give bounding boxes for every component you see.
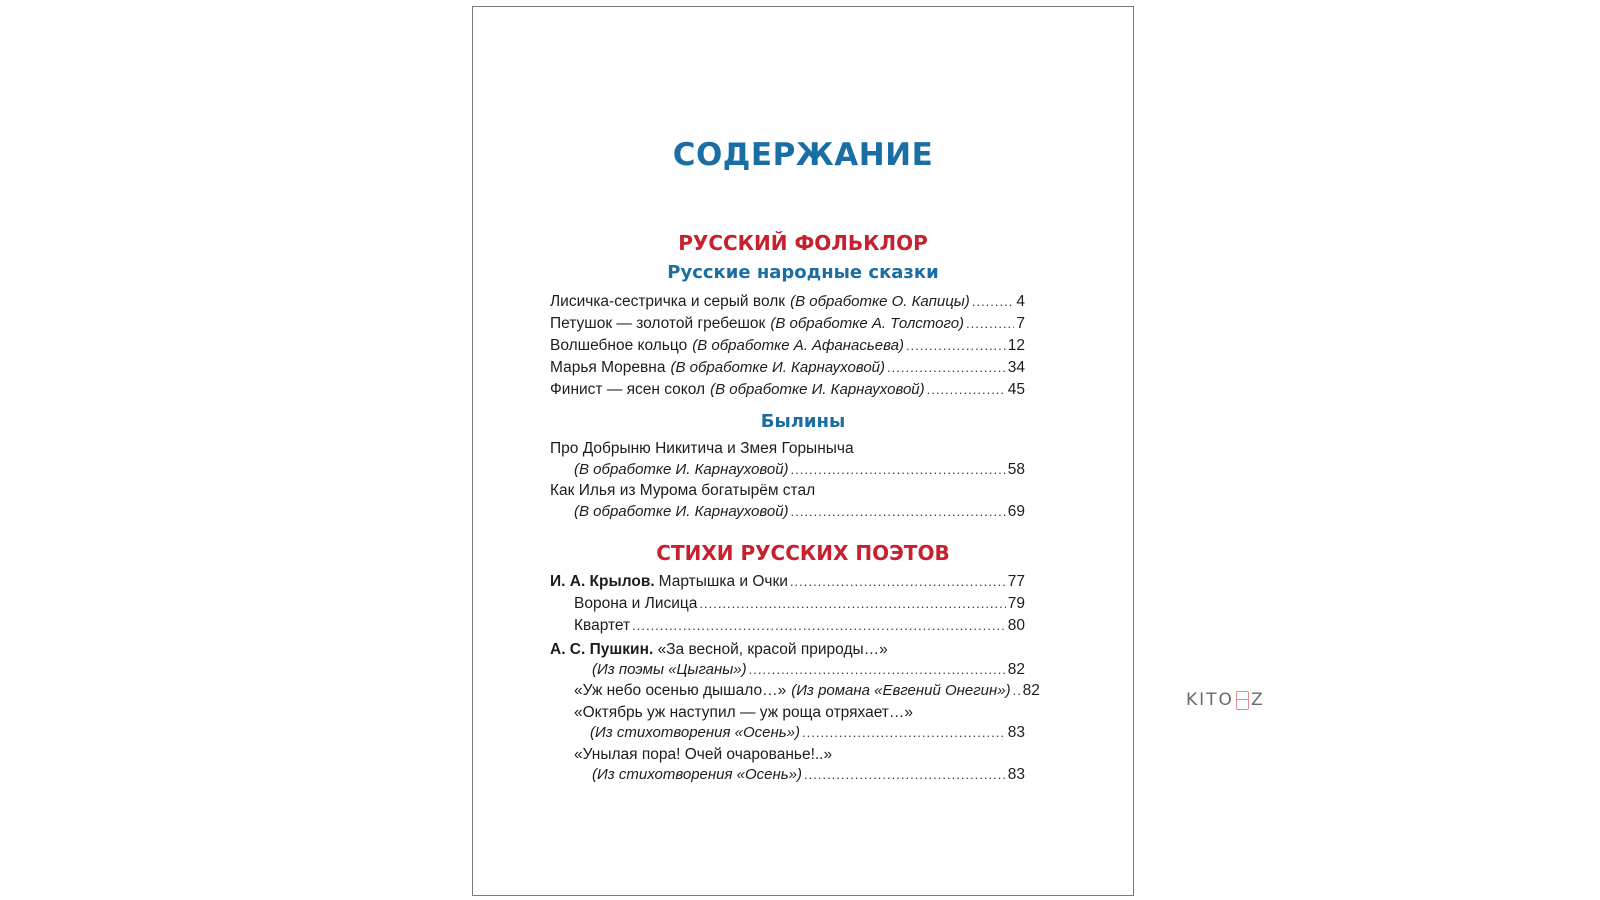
- entry-note: (Из стихотворения «Осень»): [592, 766, 803, 783]
- toc-entry[interactable]: [550, 314, 1025, 334]
- entry-page: 83: [1007, 766, 1025, 783]
- toc-entry[interactable]: [550, 336, 1025, 356]
- dot-leader: [906, 336, 1006, 356]
- entry-page: 69: [1007, 503, 1025, 520]
- toc-entry[interactable]: [550, 572, 1025, 592]
- entry-note: (В обработке И. Карнауховой): [670, 359, 886, 376]
- entry-page: 83: [1007, 724, 1025, 741]
- entry-title: «Унылая пора! Очей очарованье!..»: [574, 746, 833, 763]
- entry-note: (В обработке И. Карнауховой): [574, 461, 789, 478]
- watermark-text-left: KITO: [1186, 690, 1234, 710]
- dot-leader: [699, 594, 1005, 614]
- watermark-text-right: Z: [1250, 690, 1265, 710]
- toc-entry[interactable]: [550, 292, 1025, 312]
- entry-title: «За весной, красой природы…»: [657, 641, 888, 658]
- entry-note: (В обработке О. Капицы): [790, 293, 970, 310]
- entry-page: 80: [1007, 617, 1025, 634]
- subsection-heading-bylinas: Былины: [760, 411, 846, 432]
- dot-leader: [790, 572, 1006, 592]
- dot-leader: [966, 314, 1014, 334]
- dot-leader: [804, 765, 1006, 785]
- author-name: И. А. Крылов.: [550, 573, 655, 590]
- entry-title: Как Илья из Мурома богатырём стал: [550, 482, 816, 499]
- entry-title: Мартышка и Очки: [658, 573, 788, 590]
- toc-entry[interactable]: [590, 723, 1025, 743]
- toc-entry[interactable]: [574, 460, 1025, 480]
- toc-entry[interactable]: [550, 380, 1025, 400]
- entry-page: 82: [1022, 682, 1040, 699]
- entry-title: Про Добрыню Никитича и Змея Горыныча: [550, 440, 854, 457]
- dot-leader: [972, 292, 1015, 312]
- entry-page: 34: [1007, 359, 1025, 376]
- entry-page: 12: [1007, 337, 1025, 354]
- dot-leader: [802, 723, 1006, 743]
- toc-entry[interactable]: [574, 594, 1025, 614]
- dot-leader: [927, 380, 1006, 400]
- entry-note: (Из романа «Евгений Онегин»): [791, 682, 1011, 699]
- dot-leader: [887, 358, 1006, 378]
- toc-entry[interactable]: [592, 765, 1025, 785]
- entry-note: (В обработке И. Карнауховой): [710, 381, 925, 398]
- section-heading-poets: СТИХИ РУССКИХ ПОЭТОВ: [656, 541, 950, 565]
- dot-leader: [791, 502, 1006, 522]
- entry-page: 45: [1007, 381, 1025, 398]
- page-title: СОДЕРЖАНИЕ: [672, 137, 934, 173]
- entry-title: Финист — ясен сокол: [550, 381, 706, 398]
- entry-page: 7: [1016, 315, 1025, 332]
- entry-title: Ворона и Лисица: [574, 595, 698, 612]
- entry-note: (В обработке А. Толстого): [770, 315, 965, 332]
- entry-title: «Уж небо осенью дышало…»: [574, 682, 787, 699]
- entry-title: Петушок — золотой гребешок: [550, 315, 766, 332]
- toc-entry-heading: [550, 640, 888, 660]
- entry-page: 82: [1007, 661, 1025, 678]
- toc-entry[interactable]: [574, 616, 1025, 636]
- entry-title: Квартет: [574, 617, 631, 634]
- entry-title: Марья Моревна: [550, 359, 666, 376]
- dot-leader: [791, 460, 1006, 480]
- entry-page: 79: [1007, 595, 1025, 612]
- entry-note: (Из стихотворения «Осень»): [590, 724, 801, 741]
- entry-title: «Октябрь уж наступил — уж роща отряхает…»: [574, 704, 914, 721]
- entry-note: (В обработке А. Афанасьева): [692, 337, 904, 354]
- section-heading-folklore: РУССКИЙ ФОЛЬКЛОР: [678, 231, 928, 255]
- dot-leader: [1013, 681, 1021, 701]
- dot-leader: [749, 660, 1006, 680]
- entry-page: 4: [1016, 293, 1025, 310]
- book-icon: [1236, 691, 1249, 710]
- entry-title: Волшебное кольцо: [550, 337, 688, 354]
- entry-note: (В обработке И. Карнауховой): [574, 503, 789, 520]
- toc-entry[interactable]: [592, 660, 1025, 680]
- subsection-heading-tales: Русские народные сказки: [667, 262, 939, 283]
- toc-entry[interactable]: [574, 681, 1040, 701]
- author-name: А. С. Пушкин.: [550, 641, 654, 658]
- dot-leader: [632, 616, 1006, 636]
- book-page: [472, 6, 1134, 896]
- watermark-logo: [1186, 690, 1265, 710]
- toc-entry[interactable]: [550, 358, 1025, 378]
- entry-page: 58: [1007, 461, 1025, 478]
- entry-title: Лисичка-сестричка и серый волк: [550, 293, 786, 310]
- entry-note: (Из поэмы «Цыганы»): [592, 661, 747, 678]
- entry-page: 77: [1007, 573, 1025, 590]
- toc-entry[interactable]: [574, 502, 1025, 522]
